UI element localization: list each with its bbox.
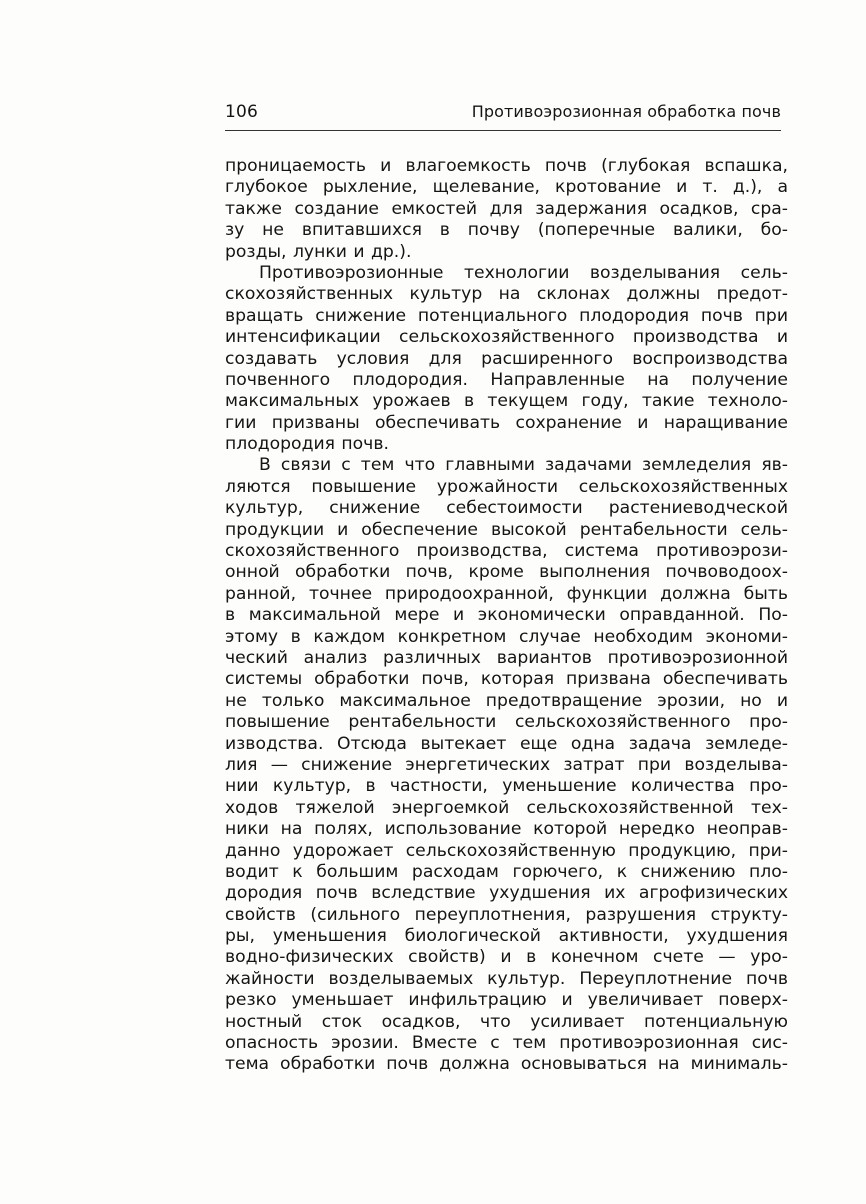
body-text [225,156,788,1076]
text-line: культур, снижение себестоимости растениеводческой [225,498,788,519]
text-line: гии призваны обеспечивать сохранение и наращивание [225,412,788,433]
page-header [225,100,781,130]
text-line: водно-физических свойств) и в конечном счете — уро- [225,947,788,968]
text-line: скохозяйственного производства, система противоэрози- [225,541,788,562]
page-number: 106 [225,102,259,122]
text-line: данно удорожает сельскохозяйственную продукцию, при- [225,840,788,861]
text-line: свойств (сильного переуплотнения, разрушения структу- [225,904,788,925]
text-line: ляются повышение урожайности сельскохозяйственных [225,476,788,497]
header-rule [225,130,781,131]
text-line: ностный сток осадков, что усиливает потенциальную [225,1011,788,1032]
text-line: водит к большим расходам горючего, к снижению пло- [225,861,788,882]
text-line: глубокое рыхление, щелевание, кротование и т. д.), а [225,177,788,198]
text-line: также создание емкостей для задержания осадков, сра- [225,198,788,219]
text-line: повышение рентабельности сельскохозяйственного про- [225,712,788,733]
text-line: онной обработки почв, кроме выполнения почвоводоох- [225,562,788,583]
text-line: ники на полях, использование которой нередко неоправ- [225,819,788,840]
text-line: дородия почв вследствие ухудшения их агрофизических [225,883,788,904]
text-line: не только максимальное предотвращение эрозии, но и [225,690,788,711]
running-title: Противоэрозионная обработка почв [471,102,781,121]
text-line: нии культур, в частности, уменьшение количества про- [225,776,788,797]
text-line: в максимальной мере и экономически оправданной. По- [225,605,788,626]
text-line: вращать снижение потенциального плодородия почв при [225,305,788,326]
text-line: ческий анализ различных вариантов противоэрозионной [225,647,788,668]
paragraph-first-line: В связи с тем что главными задачами земледелия яв- [259,455,788,476]
text-line: ранной, точнее природоохранной, функции должна быть [225,583,788,604]
text-line: опасность эрозии. Вместе с тем противоэрозионная сис- [225,1033,788,1054]
text-line: ходов тяжелой энергоемкой сельскохозяйственной тех- [225,797,788,818]
paragraph-first-line: Противоэрозионные технологии возделывания сель- [259,262,788,283]
text-line: создавать условия для расширенного воспроизводства [225,348,788,369]
text-line: почвенного плодородия. Направленные на получение [225,369,788,390]
text-line: этому в каждом конкретном случае необходим экономи- [225,626,788,647]
text-line: ры, уменьшения биологической активности, ухудшения [225,926,788,947]
text-line: зу не впитавшихся в почву (поперечные валики, бо- [225,220,788,241]
text-line: плодородия почв. [225,434,389,455]
text-line: системы обработки почв, которая призвана обеспечивать [225,669,788,690]
text-line: розды, лунки и др.). [225,241,412,262]
text-line: резко уменьшает инфильтрацию и увеличивает поверх- [225,990,788,1011]
text-line: максимальных урожаев в текущем году, такие техноло- [225,391,788,412]
text-line: скохозяйственных культур на склонах должны предот- [225,284,788,305]
text-line: жайности возделываемых культур. Переуплотнение почв [225,968,788,989]
text-line: проницаемость и влагоемкость почв (глубокая вспашка, [225,156,788,176]
text-line: изводства. Отсюда вытекает еще одна задача земледе- [225,733,788,754]
text-line: тема обработки почв должна основываться на минималь- [225,1054,788,1075]
text-line: продукции и обеспечение высокой рентабельности сель- [225,519,788,540]
text-line: лия — снижение энергетических затрат при возделыва- [225,754,788,775]
text-line: интенсификации сельскохозяйственного производства и [225,327,788,348]
